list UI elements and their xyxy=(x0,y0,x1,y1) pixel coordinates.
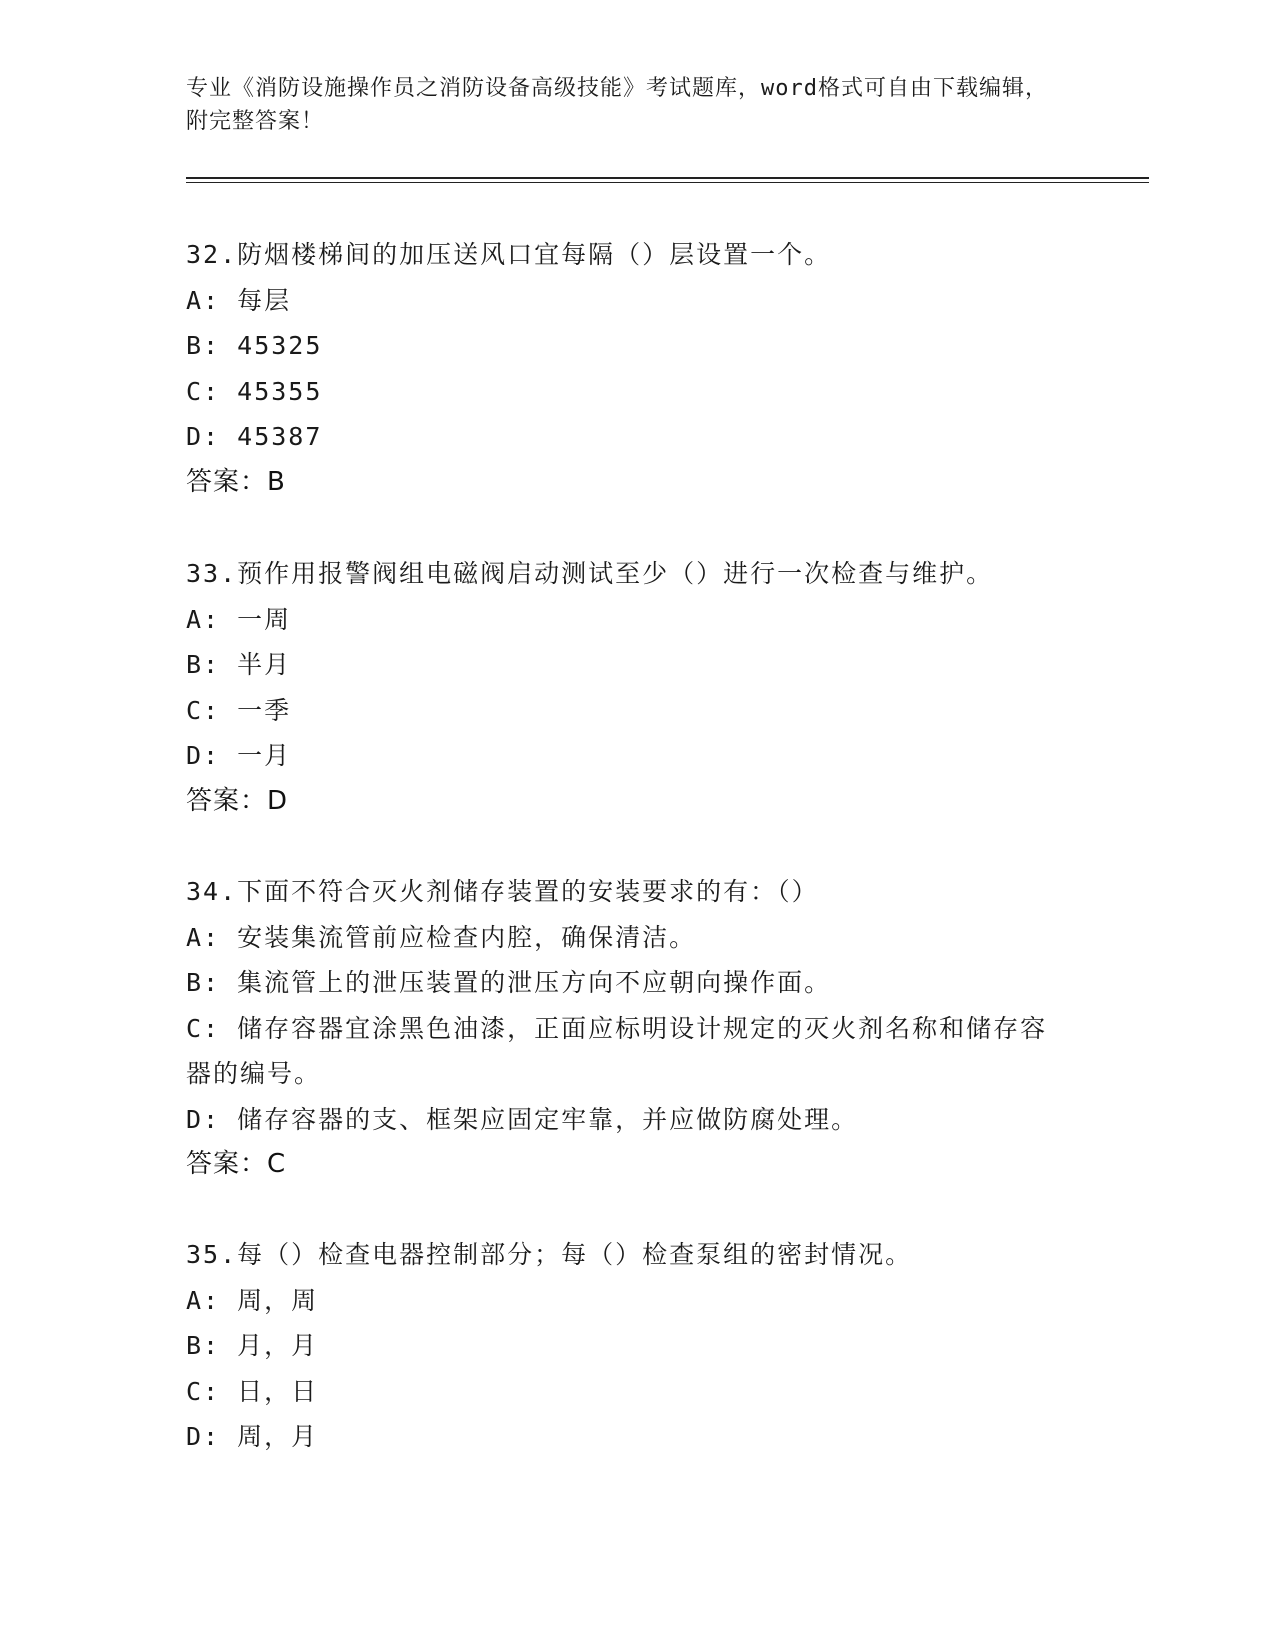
option-d: D: 周，月 xyxy=(186,1422,319,1451)
option-c: C: 储存容器宜涂黑色油漆，正面应标明设计规定的灭火剂名称和储存容器的编号。 xyxy=(186,1013,1048,1088)
option-d: D: 一月 xyxy=(186,741,292,770)
answer-line: 答案：C xyxy=(186,1149,287,1179)
option-b: B: 45325 xyxy=(186,331,323,360)
option-a: A: 一周 xyxy=(186,604,292,634)
option-c: C: 一季 xyxy=(186,695,292,725)
question-stem: 35.每（）检查电器控制部分；每（）检查泵组的密封情况。 xyxy=(186,1240,913,1269)
option-d: D: 45387 xyxy=(186,422,323,451)
question-32 xyxy=(186,232,1086,505)
question-34 xyxy=(186,869,1086,1188)
option-a: A: 周，周 xyxy=(186,1285,319,1315)
option-a: A: 安装集流管前应检查内腔，确保清洁。 xyxy=(186,922,697,952)
option-b: B: 半月 xyxy=(186,650,292,679)
answer-line: 答案：D xyxy=(186,785,289,816)
header-divider-bottom xyxy=(186,182,1149,183)
answer-line: 答案：B xyxy=(186,466,286,497)
question-35 xyxy=(186,1232,1086,1460)
header-intro-text: 专业《消防设施操作员之消防设备高级技能》考试题库，word格式可自由下载编辑，附完整答案！ xyxy=(186,76,1048,134)
question-stem: 32.防烟楼梯间的加压送风口宜每隔（）层设置一个。 xyxy=(186,240,832,269)
option-b: B: 月，月 xyxy=(186,1331,319,1360)
option-d: D: 储存容器的支、框架应固定牢靠，并应做防腐处理。 xyxy=(186,1104,859,1134)
question-33 xyxy=(186,551,1086,824)
option-c: C: 日，日 xyxy=(186,1376,319,1406)
option-a: A: 每层 xyxy=(186,285,292,315)
option-b: B: 集流管上的泄压装置的泄压方向不应朝向操作面。 xyxy=(186,968,832,997)
header-divider-top xyxy=(186,177,1149,179)
question-stem: 34.下面不符合灭火剂储存装置的安装要求的有：（） xyxy=(186,877,819,906)
option-c: C: 45355 xyxy=(186,376,323,406)
document-header xyxy=(186,72,1066,138)
question-stem: 33.预作用报警阀组电磁阀启动测试至少（）进行一次检查与维护。 xyxy=(186,559,994,588)
